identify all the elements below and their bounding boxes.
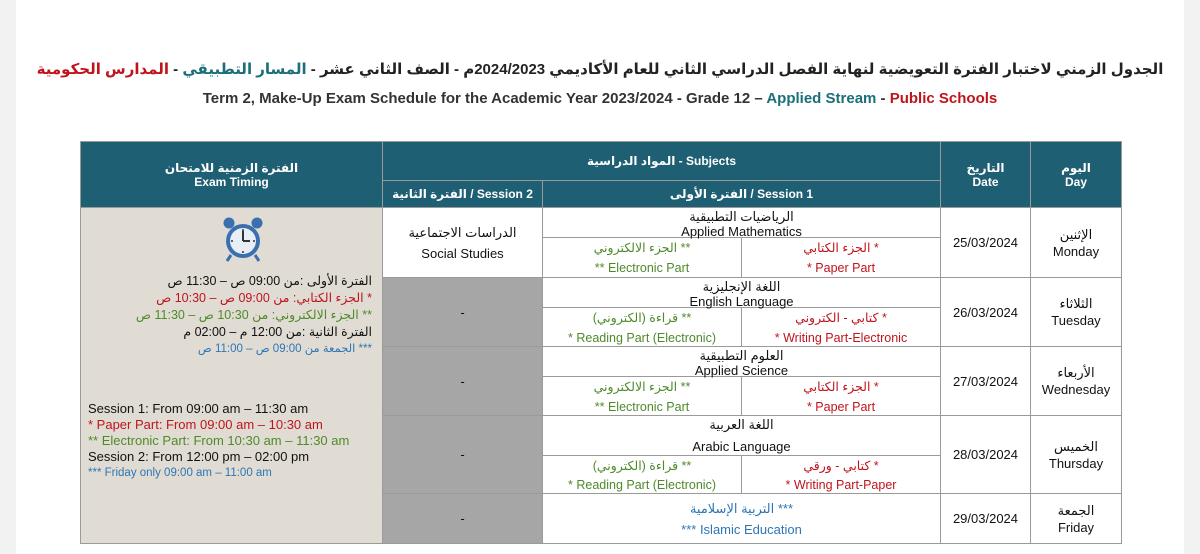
title-ar-main: الجدول الزمني لاختبار الفترة التعويضية لنهاية الفصل الدراسي الثاني للعام الأكاديمي 2024/2023م - الصف الثاني عشر - — [306, 61, 1164, 78]
day-en: Friday — [1057, 519, 1095, 535]
subject-ar: اللغة الإنجليزية — [702, 279, 781, 294]
title-ar-stream: المسار التطبيقي — [182, 61, 307, 78]
exam-timing-cell — [81, 208, 383, 544]
electronic-part-ar: ** قراءة (الكتروني) — [592, 459, 692, 473]
header-timing-ar: الفترة الزمنية للامتحان — [164, 160, 299, 175]
session1-cell — [543, 208, 941, 278]
electronic-part-en: * Reading Part (Electronic) — [568, 331, 716, 345]
paper-part — [741, 238, 940, 277]
alarm-clock-icon — [221, 216, 265, 262]
day-ar: الخميس — [1054, 438, 1098, 454]
header-row-1 — [81, 142, 1122, 181]
session2-subject-en: Social Studies — [421, 245, 504, 261]
day-ar: الجمعة — [1057, 502, 1095, 518]
session1-cell — [543, 347, 941, 416]
paper-part-en: * Paper Part — [806, 400, 876, 414]
paper-part-ar: * كتابي - ورقي — [803, 459, 879, 473]
session2-cell: - — [383, 347, 543, 416]
timing-ar-session1: الفترة الأولى :من 09:00 ص – 11:30 ص — [167, 274, 372, 288]
header-date — [941, 142, 1031, 208]
day-en: Tuesday — [1051, 313, 1101, 328]
day-en: Monday — [1052, 243, 1100, 259]
header-subjects: المواد الدراسية - Subjects — [383, 142, 941, 181]
subject-title — [543, 278, 940, 308]
timing-ar-friday: *** الجمعة من 09:00 ص – 11:00 ص — [197, 343, 372, 355]
subject-en: *** Islamic Education — [681, 521, 802, 537]
electronic-part — [543, 377, 741, 415]
header-day — [1031, 142, 1122, 208]
session2-cell: - — [383, 416, 543, 494]
electronic-part — [543, 456, 741, 493]
subject-title — [543, 347, 940, 377]
electronic-part-ar: ** قراءة (الكتروني) — [592, 311, 692, 325]
paper-part — [741, 377, 940, 415]
timing-en-friday: *** Friday only 09:00 am – 11:00 am — [88, 467, 272, 479]
title-ar-sep: - — [169, 61, 183, 78]
header-date-ar: التاريخ — [966, 160, 1005, 175]
session1-cell — [543, 416, 941, 494]
table-row — [81, 208, 1122, 278]
paper-part — [741, 456, 940, 493]
date-cell: 25/03/2024 — [941, 208, 1031, 278]
timing-ar-paper: * الجزء الكتابي: من 09:00 ص – 10:30 ص — [156, 291, 372, 305]
day-cell — [1031, 347, 1122, 416]
timing-en-electronic: ** Electronic Part: From 10:30 am – 11:30 am — [88, 433, 350, 448]
header-day-ar: اليوم — [1061, 160, 1091, 175]
session2-subject-ar: الدراسات الاجتماعية — [408, 224, 517, 240]
header-date-en: Date — [972, 174, 999, 189]
header-timing-en: Exam Timing — [194, 174, 269, 189]
timing-ar-electronic: ** الجزء الالكتروني: من 10:30 ص – 11:30 ص — [135, 308, 372, 322]
subject-title — [543, 208, 940, 238]
day-cell — [1031, 208, 1122, 278]
title-ar-schools: المدارس الحكومية — [36, 61, 170, 78]
electronic-part-ar: ** الجزء الالكتروني — [593, 380, 691, 394]
title-en-sep: - — [876, 90, 890, 107]
subject-en: Applied Science — [694, 363, 789, 378]
electronic-part — [543, 238, 741, 277]
header-timing — [81, 142, 383, 208]
subject-ar: *** التربية الإسلامية — [689, 500, 794, 516]
electronic-part-en: * Reading Part (Electronic) — [568, 478, 716, 492]
subject-en: Arabic Language — [692, 439, 791, 454]
date-cell: 28/03/2024 — [941, 416, 1031, 494]
date-cell: 26/03/2024 — [941, 278, 1031, 347]
paper-part-en: * Paper Part — [806, 261, 876, 275]
timing-en-session1: Session 1: From 09:00 am – 11:30 am — [88, 401, 309, 416]
timing-ar-session2: الفترة الثانية :من 12:00 م – 02:00 م — [183, 325, 372, 339]
session1-cell — [543, 494, 941, 544]
title-en-schools: Public Schools — [889, 90, 998, 107]
exam-schedule-table — [80, 141, 1122, 544]
header-day-en: Day — [1064, 174, 1087, 189]
day-cell — [1031, 416, 1122, 494]
timing-arabic — [82, 273, 372, 358]
subject-ar: العلوم التطبيقية — [699, 348, 784, 363]
session2-cell — [383, 208, 543, 278]
subject-ar: اللغة العربية — [709, 417, 774, 432]
timing-english — [88, 401, 378, 481]
title-en-stream: Applied Stream — [766, 90, 877, 107]
day-ar: الأربعاء — [1057, 365, 1095, 380]
title-english — [0, 90, 1200, 107]
title-arabic — [0, 60, 1200, 78]
subject-title — [543, 416, 940, 456]
header-session-2: الفترة الثانية / Session 2 — [383, 181, 543, 208]
day-cell — [1031, 278, 1122, 347]
day-en: Thursday — [1048, 455, 1104, 471]
timing-en-paper: * Paper Part: From 09:00 am – 10:30 am — [88, 417, 323, 432]
electronic-part-en: ** Electronic Part — [594, 261, 690, 275]
paper-part-ar: * الجزء الكتابي — [803, 241, 879, 255]
paper-part-en: * Writing Part-Paper — [785, 478, 897, 492]
paper-part-ar: * الجزء الكتابي — [803, 380, 879, 394]
subject-en: English Language — [689, 294, 794, 309]
session1-cell — [543, 278, 941, 347]
paper-part-ar: * كتابي - الكتروني — [795, 311, 887, 325]
day-ar: الإثنين — [1059, 226, 1093, 242]
subject-en: Applied Mathematics — [681, 224, 802, 239]
electronic-part — [543, 308, 741, 346]
session2-cell: - — [383, 494, 543, 544]
electronic-part-ar: ** الجزء الالكتروني — [593, 241, 691, 255]
day-en: Wednesday — [1041, 382, 1111, 397]
electronic-part-en: ** Electronic Part — [594, 400, 690, 414]
subject-ar: الرياضيات التطبيقية — [689, 209, 794, 224]
paper-part — [741, 308, 940, 346]
paper-part-en: * Writing Part-Electronic — [774, 331, 908, 345]
date-cell: 27/03/2024 — [941, 347, 1031, 416]
header-session-1: الفترة الأولى / Session 1 — [543, 181, 941, 208]
timing-en-session2: Session 2: From 12:00 pm – 02:00 pm — [88, 449, 310, 464]
date-cell: 29/03/2024 — [941, 494, 1031, 544]
day-ar: الثلاثاء — [1059, 296, 1093, 311]
day-cell — [1031, 494, 1122, 544]
session2-cell: - — [383, 278, 543, 347]
title-en-main: Term 2, Make-Up Exam Schedule for the Academic Year 2023/2024 - Grade 12 – — [202, 90, 767, 107]
